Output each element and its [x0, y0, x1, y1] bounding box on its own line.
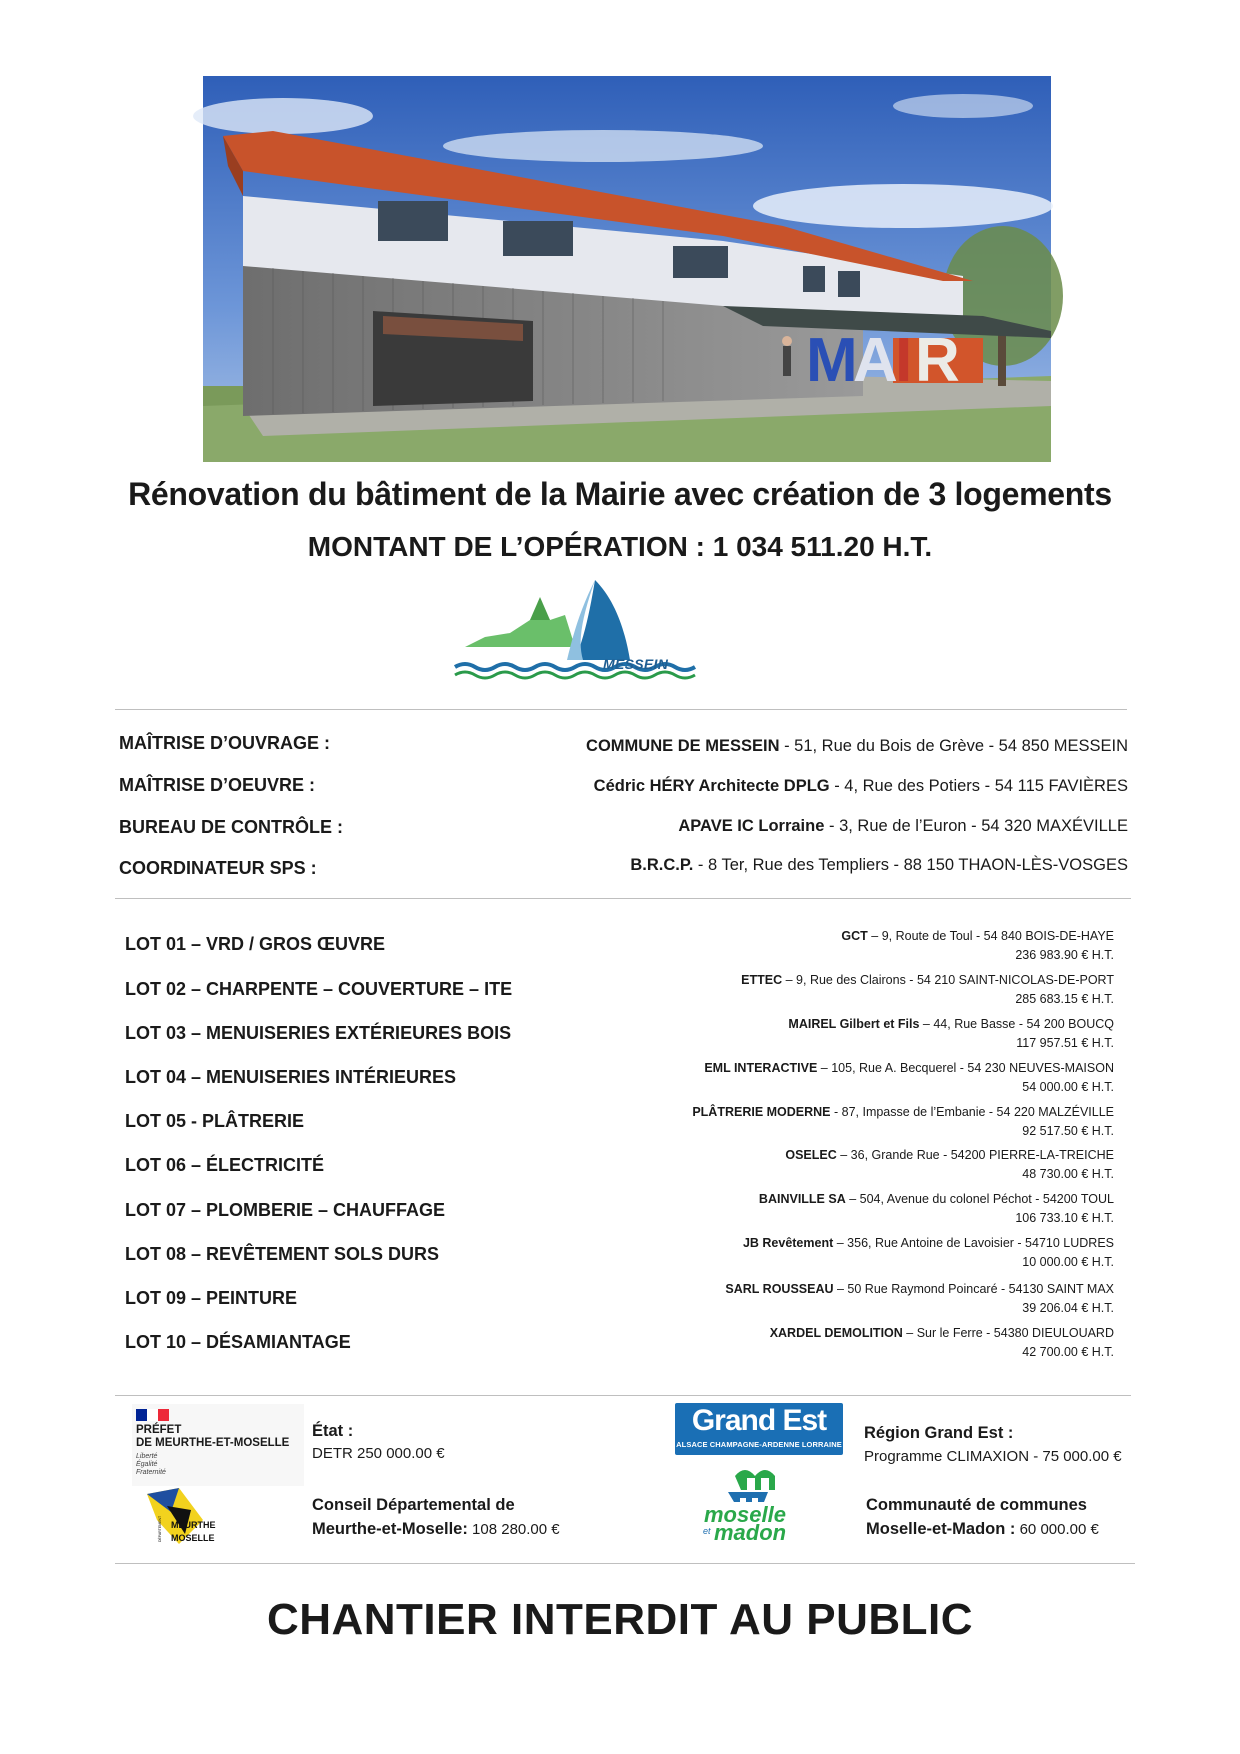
lot-company: SARL ROUSSEAU — [725, 1282, 834, 1296]
party-name: COMMUNE DE MESSEIN — [586, 737, 780, 755]
party-bureau-controle — [678, 817, 1128, 836]
lot-contractor — [725, 1280, 1114, 1318]
party-name: APAVE IC Lorraine — [678, 817, 825, 835]
lot-contractor — [785, 1146, 1114, 1184]
footer-warning: CHANTIER INTERDIT AU PUBLIC — [266, 1595, 974, 1644]
region-heading: Région Grand Est : — [864, 1424, 1014, 1442]
departement-name: Meurthe-et-Moselle: — [312, 1520, 468, 1538]
lot-contractor — [841, 927, 1114, 965]
lot-contractor — [741, 971, 1114, 1009]
lot-company: JB Revêtement — [742, 1236, 834, 1250]
communaute-name: Moselle-et-Madon : — [866, 1520, 1016, 1538]
grand-est-logo-name: Grand Est — [691, 1404, 827, 1437]
lot-address: – Sur le Ferre - 54380 DIEULOUARD — [902, 1326, 1114, 1340]
lot-label: LOT 06 – ÉLECTRICITÉ — [125, 1155, 325, 1175]
divider — [115, 1395, 1131, 1396]
lot-amount: 54 000.00 € H.T. — [1022, 1080, 1114, 1094]
divider — [115, 898, 1131, 899]
lot-company: PLÂTRERIE MODERNE — [692, 1105, 831, 1119]
role-bureau-controle: BUREAU DE CONTRÔLE : — [119, 817, 343, 837]
role-coordinateur-sps: COORDINATEUR SPS : — [119, 858, 317, 878]
lot-amount: 117 957.51 € H.T. — [1016, 1036, 1114, 1050]
lot-address: – 9, Rue des Clairons - 54 210 SAINT-NICOLAS-DE-PORT — [782, 973, 1114, 987]
party-name: B.R.C.P. — [630, 856, 694, 874]
lot-amount: 236 983.90 € H.T. — [1015, 948, 1114, 962]
building-rendering-image — [203, 76, 1051, 462]
departement-value: 108 280.00 € — [467, 1521, 560, 1538]
moselle-et-madon-logo — [700, 1462, 795, 1545]
region-value: Programme CLIMAXION - 75 000.00 € — [864, 1448, 1122, 1465]
divider — [115, 709, 1127, 710]
party-detail: - 3, Rue de l’Euron - 54 320 MAXÉVILLE — [824, 817, 1128, 835]
party-maitrise-ouvrage — [586, 737, 1128, 756]
page-title: Rénovation du bâtiment de la Mairie avec création de 3 logements — [128, 476, 1112, 512]
party-maitrise-oeuvre — [594, 777, 1128, 796]
lot-amount: 92 517.50 € H.T. — [1022, 1124, 1114, 1138]
messein-logo-text: MESSEIN — [603, 656, 669, 672]
lot-company: GCT — [841, 929, 868, 943]
lot-address: – 356, Rue Antoine de Lavoisier - 54710 LUDRES — [833, 1236, 1114, 1250]
operation-amount: MONTANT DE L’OPÉRATION : 1 034 511.20 H.T. — [307, 531, 933, 562]
motto-liberte: Liberté — [136, 1453, 158, 1460]
svg-text:I: I — [895, 326, 913, 395]
lot-label: LOT 03 – MENUISERIES EXTÉRIEURES BOIS — [125, 1023, 512, 1043]
prefet-line1: PRÉFET — [136, 1424, 182, 1436]
lot-amount: 10 000.00 € H.T. — [1022, 1255, 1114, 1269]
prefet-logo-text — [136, 1424, 289, 1450]
mm-logo-moselle: moselle — [704, 1502, 786, 1527]
lot-address: – 50 Rue Raymond Poincaré - 54130 SAINT MAX — [833, 1282, 1114, 1296]
mm-logo-et: et — [703, 1526, 711, 1536]
lot-company: OSELEC — [785, 1148, 837, 1162]
lot-company: BAINVILLE SA — [758, 1192, 846, 1206]
lot-address: – 36, Grande Rue - 54200 PIERRE-LA-TREICHE — [836, 1148, 1114, 1162]
departement-line — [312, 1520, 560, 1539]
divider — [115, 1563, 1135, 1564]
lot-address: – 504, Avenue du colonel Péchot - 54200 TOUL — [845, 1192, 1114, 1206]
svg-text:M: M — [806, 326, 858, 395]
lot-amount: 48 730.00 € H.T. — [1022, 1167, 1114, 1181]
lot-amount: 39 206.04 € H.T. — [1022, 1301, 1114, 1315]
lot-contractor — [743, 1234, 1114, 1272]
etat-value: DETR 250 000.00 € — [312, 1445, 445, 1462]
prefet-line2: DE MEURTHE-ET-MOSELLE — [136, 1437, 290, 1449]
lot-company: XARDEL DEMOLITION — [769, 1326, 903, 1340]
mm-logo-madon: madon — [714, 1520, 787, 1545]
lot-amount: 42 700.00 € H.T. — [1022, 1345, 1114, 1359]
party-detail: - 51, Rue du Bois de Grève - 54 850 MESSEIN — [779, 737, 1128, 755]
lot-label: LOT 01 – VRD / GROS ŒUVRE — [125, 934, 386, 954]
lot-address: – 44, Rue Basse - 54 200 BOUCQ — [919, 1017, 1114, 1031]
prefet-motto — [136, 1453, 166, 1477]
communaute-value: 60 000.00 € — [1015, 1521, 1099, 1538]
party-coordinateur-sps — [630, 856, 1128, 875]
lot-label: LOT 04 – MENUISERIES INTÉRIEURES — [125, 1067, 457, 1087]
svg-text:R: R — [915, 326, 960, 395]
svg-text:A: A — [853, 326, 898, 395]
motto-fraternite: Fraternité — [136, 1469, 166, 1476]
communaute-heading: Communauté de communes — [866, 1496, 1087, 1514]
communaute-line — [866, 1520, 1099, 1539]
lot-contractor — [692, 1103, 1114, 1141]
lot-address: – 105, Rue A. Becquerel - 54 230 NEUVES-MAISON — [817, 1061, 1114, 1075]
lot-label: LOT 02 – CHARPENTE – COUVERTURE – ITE — [125, 979, 513, 999]
meurthe-et-moselle-logo — [145, 1486, 216, 1548]
lot-label: LOT 09 – PEINTURE — [125, 1288, 298, 1308]
marianne-flag-icon — [136, 1409, 169, 1421]
lot-amount: 106 733.10 € H.T. — [1015, 1211, 1114, 1225]
grand-est-logo-sub: ALSACE CHAMPAGNE-ARDENNE LORRAINE — [676, 1440, 842, 1449]
lot-contractor — [759, 1190, 1114, 1228]
etat-heading: État : — [312, 1422, 354, 1440]
lot-address: – 9, Route de Toul - 54 840 BOIS-DE-HAYE — [867, 929, 1114, 943]
lot-company: EML INTERACTIVE — [704, 1061, 818, 1075]
party-detail: - 8 Ter, Rue des Templiers - 88 150 THAON-LÈS-VOSGES — [693, 856, 1128, 874]
lot-address: - 87, Impasse de l’Embanie - 54 220 MALZÉVILLE — [830, 1105, 1114, 1119]
grand-est-logo — [675, 1403, 843, 1455]
party-detail: - 4, Rue des Potiers - 54 115 FAVIÈRES — [829, 777, 1128, 795]
role-maitrise-ouvrage: MAÎTRISE D’OUVRAGE : — [119, 733, 331, 753]
lot-label: LOT 07 – PLOMBERIE – CHAUFFAGE — [125, 1200, 446, 1220]
lot-contractor — [704, 1059, 1114, 1097]
dep-logo-line1: MEURTHE — [171, 1520, 216, 1530]
lot-amount: 285 683.15 € H.T. — [1015, 992, 1114, 1006]
role-maitrise-oeuvre: MAÎTRISE D’OEUVRE : — [119, 775, 316, 795]
lot-company: MAIREL Gilbert et Fils — [788, 1017, 920, 1031]
party-name: Cédric HÉRY Architecte DPLG — [593, 777, 830, 795]
motto-egalite: Égalité — [136, 1461, 158, 1468]
dep-logo-line2: MOSELLE — [171, 1533, 215, 1543]
lot-label: LOT 05 - PLÂTRERIE — [125, 1111, 305, 1131]
lot-company: ETTEC — [741, 973, 783, 987]
departement-heading: Conseil Départemental de — [312, 1496, 515, 1514]
lot-contractor — [788, 1015, 1114, 1053]
lot-label: LOT 08 – REVÊTEMENT SOLS DURS — [125, 1244, 440, 1264]
lot-contractor — [770, 1324, 1114, 1362]
lot-label: LOT 10 – DÉSAMIANTAGE — [125, 1332, 351, 1352]
dep-logo-small: DÉPARTEMENT — [158, 1515, 162, 1542]
